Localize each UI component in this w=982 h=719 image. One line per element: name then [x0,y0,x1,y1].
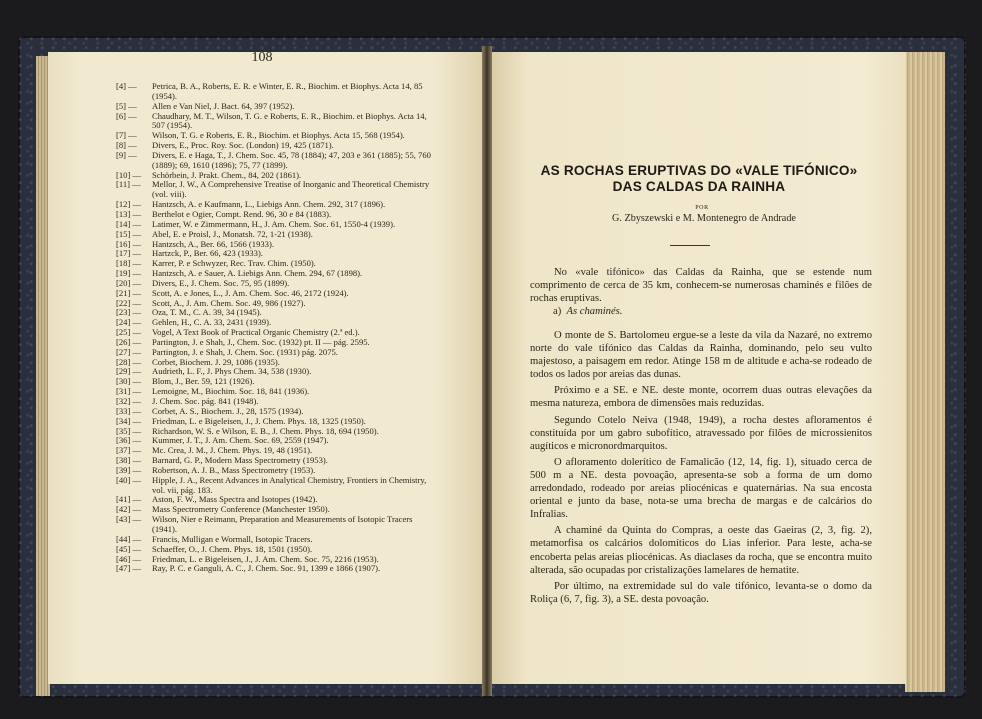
article-authors: G. Zbyszewski e M. Montenegro de Andrade [612,213,796,224]
reference-text: Audrieth, L. F., J. Phys Chem. 34, 538 (1930). [152,366,312,377]
reference-number: [15] — [116,228,142,239]
reference-text: Vogel, A Text Book of Practical Organic Chemistry (2.ª ed.). [152,327,360,338]
reference-text: Partington, J. e Shah, J., Chem. Soc. (1932) pt. II — pág. 2595. [152,336,370,347]
reference-number: [41] — [116,494,142,505]
reference-number: [5] — [116,100,137,111]
byline-label: POR [695,205,709,211]
reference-number: [16] — [116,238,142,249]
reference-item [116,82,436,102]
reference-text: Corbet, Biochem. J. 29, 1086 (1935). [152,356,280,367]
reference-text: Hantzsch, A. e Kaufmann, L., Liebigs Ann. Chem. 292, 317 (1896). [152,199,386,210]
book-gutter [482,46,492,696]
reference-number: [6] — [116,110,137,121]
reference-text: Hantzsch, A., Ber. 66, 1566 (1933). [152,238,274,249]
reference-text: Gehlen, H., C. A. 33, 2431 (1939). [152,317,272,328]
reference-number: [11] — [116,179,141,190]
reference-number: [19] — [116,268,142,279]
reference-item [116,180,436,200]
reference-number: [37] — [116,445,142,456]
reference-text: Scott, A. e Jones, L., J. Am. Chem. Soc. 46, 2172 (1924). [152,287,349,298]
body-paragraph: Segundo Cotelo Neiva (1948, 1949), a rocha destes afloramentos é constituída por um gabro subofítico, atravessado por filões de microssienitos augíticos e micronordmarquitos. [530,414,872,452]
reference-text: Blom, J., Ber. 59, 121 (1926). [152,376,255,387]
reference-text: Francis, Mulligan e Wormall, Isotopic Tracers. [152,533,313,544]
reference-text: Partington, J. e Shah, J. Chem. Soc. (1931) pág. 2075. [152,346,338,357]
reference-number: [32] — [116,396,142,406]
reference-number: [21] — [116,287,142,298]
reference-number: [8] — [116,140,137,151]
reference-number: [12] — [116,199,142,210]
reference-list [116,82,436,574]
reference-text: Mass Spectrometry Conference (Manchester 1950). [152,504,330,515]
body-paragraph: A chaminé da Quinta do Compras, a oeste das Gaeiras (2, 3, fig. 2), metamorfisa os calcários dolomíticos do Lias inferior. Para leste, acha-se encoberta pelas areias pliocénicas. As diaclases da rocha, que se encontra muito alterada, são ocupadas por cristalizações lamelares de hematite. [530,525,872,576]
reference-number: [24] — [116,317,142,328]
reference-text: Allen e Van Niel, J. Bact. 64, 397 (1952). [152,100,295,111]
reference-text: Karrer, P. e Schwyzer, Rec. Trav. Chim. (1950). [152,258,316,269]
article-title-line-1: AS ROCHAS ERUPTIVAS DO «VALE TIFÓNICO» [540,163,858,178]
reference-number: [30] — [116,376,142,387]
reference-text: Wilson, Nier e Reimann, Preparation and Measurements of Isotopic Tracers (1941). [152,514,413,534]
reference-number: [46] — [116,553,142,564]
reference-item [116,151,436,171]
reference-number: [39] — [116,464,142,475]
reference-number: [23] — [116,307,142,318]
reference-number: [20] — [116,277,142,288]
reference-number: [36] — [116,435,142,446]
intro-paragraph: No «vale tifónico» das Caldas da Rainha, que se estende num comprimento de cerca de 35 km, conhecem-se numerosas chaminés e filões de rochas eruptivas. [530,267,872,305]
reference-text: Kummer, J. T., J. Am. Chem. Soc. 69, 2559 (1947). [152,435,329,446]
reference-number: [40] — [116,474,142,485]
reference-text: Scott, A., J. Am. Chem. Soc. 49, 986 (1927). [152,297,306,308]
reference-text: Robertson, A. J. B., Mass Spectrometry (1953). [152,464,316,475]
reference-number: [14] — [116,218,142,229]
reference-number: [25] — [116,327,142,338]
reference-number: [4] — [116,81,137,91]
reference-number: [35] — [116,425,142,436]
reference-text: Hartzck, P., Ber. 66, 423 (1933). [152,248,263,259]
page-number: 108 [251,50,273,65]
reference-text: Latimer, W. e Zimmermann, H., J. Am. Chem. Soc. 61, 1550-4 (1939). [152,218,396,229]
reference-text: J. Chem. Soc. pág. 841 (1948). [152,396,259,406]
body-paragraph: Próximo e a SE. e NE. deste monte, ocorrem duas outras elevações da mesma natureza, embora de dimensões mais reduzidas. [530,385,872,410]
section-label: a) [553,306,562,317]
article-title [530,163,868,195]
reference-text: Oza, T. M., C. A. 39, 34 (1945). [152,307,262,318]
reference-text: Friedman, L. e Bigeleisen, J., J. Chem. Phys. 18, 1325 (1950). [152,415,366,426]
body-paragraph: O monte de S. Bartolomeu ergue-se a leste da vila da Nazaré, no extremo norte do vale tifónico das Caldas da Rainha, dominando, pelo seu vulto majestoso, a paisagem em redor. Atinge 158 m de altitude e acha-se rodeado de todos os lados por areias das dunas. [530,330,872,381]
reference-text: Hipple, J. A., Recent Advances in Analytical Chemistry, Frontiers in Chemistry, vol. vii, pág. 183. [152,474,427,495]
reference-text: Schörbein, J. Prakt. Chem., 84, 202 (1861). [152,169,302,180]
reference-text: Abel, E. e Proisl, J., Monatsh. 72, 1-21 (1938). [152,228,313,239]
reference-number: [28] — [116,356,142,367]
reference-number: [13] — [116,208,142,219]
reference-number: [27] — [116,346,142,357]
right-page-edges [905,52,945,692]
reference-number: [33] — [116,405,142,416]
reference-number: [47] — [116,563,142,574]
reference-number: [7] — [116,130,137,141]
reference-text: Friedman, L. e Bigeleisen, J., J. Am. Chem. Soc. 75, 2216 (1953). [152,553,379,564]
reference-text: Barnard, G. P., Modern Mass Spectrometry (1953). [152,455,328,466]
reference-text: Ray, P. C. e Ganguli, A. C., J. Chem. Soc. 91, 1399 e 1866 (1907). [152,563,381,574]
reference-text: Mc. Crea, J. M., J. Chem. Phys. 19, 48 (1951). [152,445,313,456]
reference-number: [42] — [116,504,142,515]
reference-text: Chaudhary, M. T., Wilson, T. G. e Roberts, E. R., Biochim. et Biophys. Acta 14, 507 (1954). [152,110,427,131]
body-paragraph: Por último, na extremidade sul do vale tifónico, levanta-se o domo da Roliça (6, 7, fig. 3), a SE. desta povoação. [530,580,872,605]
reference-text: Mellor, J. W., A Comprehensive Treatise of Inorganic and Theoretical Chemistry (vol. viii). [152,179,430,200]
reference-number: [9] — [116,149,137,160]
reference-text: Divers, E., Proc. Roy. Soc. (London) 19, 425 (1871). [152,140,334,151]
title-divider [670,245,710,246]
reference-number: [45] — [116,543,142,554]
reference-text: Divers, E., J. Chem. Soc. 75, 95 (1899). [152,277,290,288]
reference-number: [26] — [116,336,142,347]
reference-text: Divers, E. e Haga, T., J. Chem. Soc. 45, 78 (1884); 47, 203 e 361 (1885); 55, 760 (1889); 69, 1610 (1896); 75, 77 (1899). [152,149,431,170]
body-paragraph: O afloramento dolerítico de Famalicão (12, 14, fig. 1), situado cerca de 500 m a NE. desta povoação, apresenta-se sob a forma de um domo arredondado, rodeado por areias pliocénicas e quaternárias. Na sua encosta oriental e junto da base, nota-se uma brecha de margas e de calcários do Infralias. [530,456,872,521]
reference-item [116,476,436,496]
reference-text: Richardson, W. S. e Wilson, E. B., J. Chem. Phys. 18, 694 (1950). [152,425,379,436]
reference-number: [44] — [116,533,142,544]
article-title-line-2: DAS CALDAS DA RAINHA [612,179,786,194]
reference-number: [34] — [116,415,142,426]
reference-text: Hantzsch, A. e Sauer, A. Liebigs Ann. Chem. 294, 67 (1898). [152,268,363,279]
reference-number: [22] — [116,297,142,308]
reference-number: [31] — [116,386,142,397]
reference-text: Petrica, B. A., Roberts, E. R. e Winter, E. R., Biochim. et Biophys. Acta 14, 85 (1954). [152,81,423,101]
reference-text: Aston, F. W., Mass Spectra and Isotopes (1942). [152,494,318,505]
reference-number: [29] — [116,366,142,377]
reference-number: [18] — [116,258,142,269]
reference-number: [43] — [116,514,142,525]
reference-item [116,112,436,132]
reference-number: [10] — [116,169,142,180]
reference-text: Wilson, T. G. e Roberts, E. R., Biochim. et Biophys. Acta 15, 568 (1954). [152,130,405,141]
section-title: As chaminés. [566,306,623,317]
reference-text: Schaeffer, O., J. Chem. Phys. 18, 1501 (1950). [152,543,313,554]
section-heading [553,306,622,317]
reference-number: [38] — [116,455,142,466]
article-body [530,329,872,609]
intro-text [530,266,872,308]
reference-text: Corbet, A. S., Biochem. J., 28, 1575 (1934). [152,405,304,416]
reference-number: [17] — [116,248,142,259]
reference-item [116,515,436,535]
reference-item [116,564,436,574]
reference-text: Lemoigne, M., Biochim. Soc. 18, 841 (1936). [152,386,310,397]
reference-text: Berthelot e Ogier, Compt. Rend. 96, 30 e 84 (1883). [152,208,332,219]
